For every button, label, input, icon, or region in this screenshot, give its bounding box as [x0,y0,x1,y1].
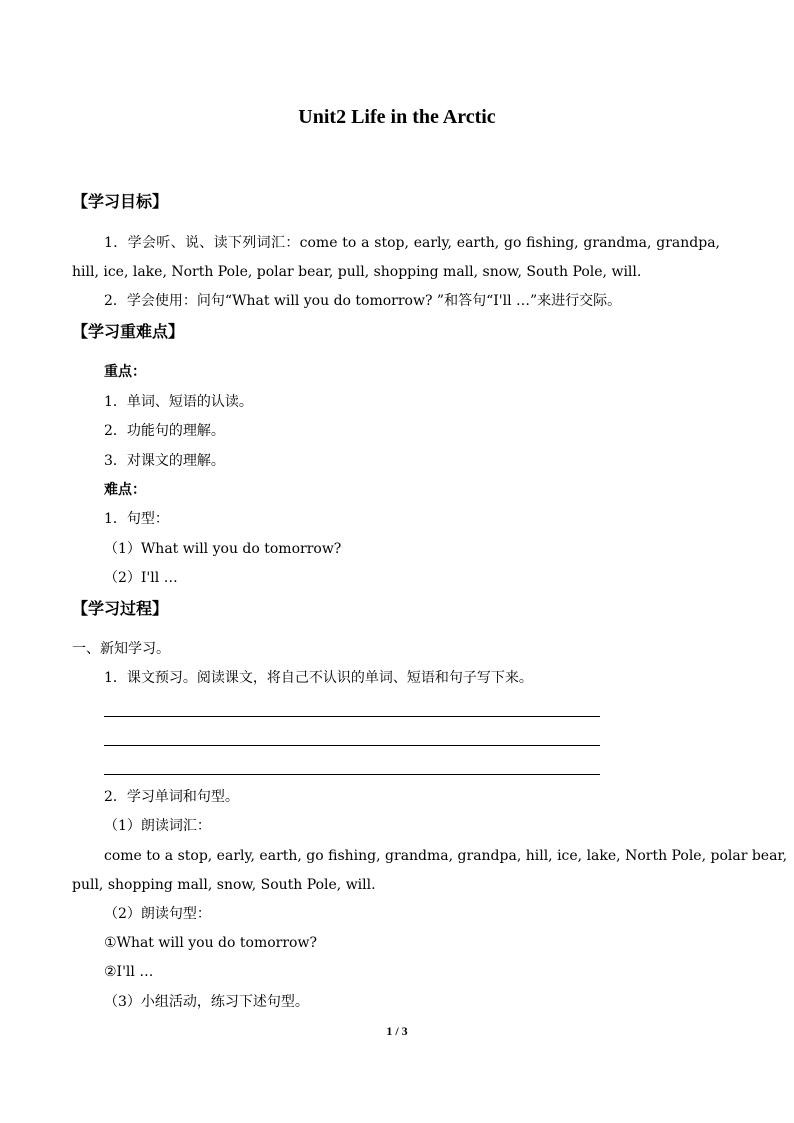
sentence-1: ①What will you do tomorrow? [104,935,317,951]
step-2-3: （3）小组活动，练习下述句型。 [104,994,309,1010]
step-1: 1．课文预习。阅读课文，将自己不认识的单词、短语和句子写下来。 [104,670,533,686]
focus-item-1: 1．单词、短语的认读。 [104,394,253,410]
focus-item-3: 3．对课文的理解。 [104,453,225,469]
step-2: 2．学习单词和句型。 [104,789,239,805]
vocab-line-2: pull, shopping mall, snow, South Pole, will. [72,877,376,893]
difficulty-item-1: 1．句型： [104,511,169,527]
sentence-2: ②I'll … [104,964,154,980]
answer-line-3[interactable] [104,774,600,775]
section-objectives: 【学习目标】 [72,192,169,211]
objective-1-line-1: 1．学会听、说、读下列词汇：come to a stop, early, earth, go fishing, grandma, grandpa, [104,235,720,251]
pattern-2: （2）I'll … [104,570,178,586]
part-new-learning: 一、新知学习。 [72,641,170,657]
focus-label: 重点： [104,364,146,380]
step-2-1: （1）朗读词汇： [104,818,211,834]
vocab-line-1: come to a stop, early, earth, go fishing, grandma, grandpa, hill, ice, lake, North Pole, polar bear, [104,848,788,864]
objective-1-line-2: hill, ice, lake, North Pole, polar bear, pull, shopping mall, snow, South Pole, will. [72,264,642,280]
section-key-points: 【学习重难点】 [72,322,185,341]
page-title: Unit2 Life in the Arctic [298,106,496,128]
page-number: 1 / 3 [386,1024,408,1038]
objective-2: 2．学会使用：问句“What will you do tomorrow? ”和答句“I'll …”来进行交际。 [104,293,622,309]
answer-line-2[interactable] [104,745,600,746]
step-2-2: （2）朗读句型： [104,906,211,922]
pattern-1: （1）What will you do tomorrow? [104,541,342,557]
answer-line-1[interactable] [104,716,600,717]
section-process: 【学习过程】 [72,599,169,618]
difficulty-label: 难点： [104,482,146,498]
focus-item-2: 2．功能句的理解。 [104,423,225,439]
